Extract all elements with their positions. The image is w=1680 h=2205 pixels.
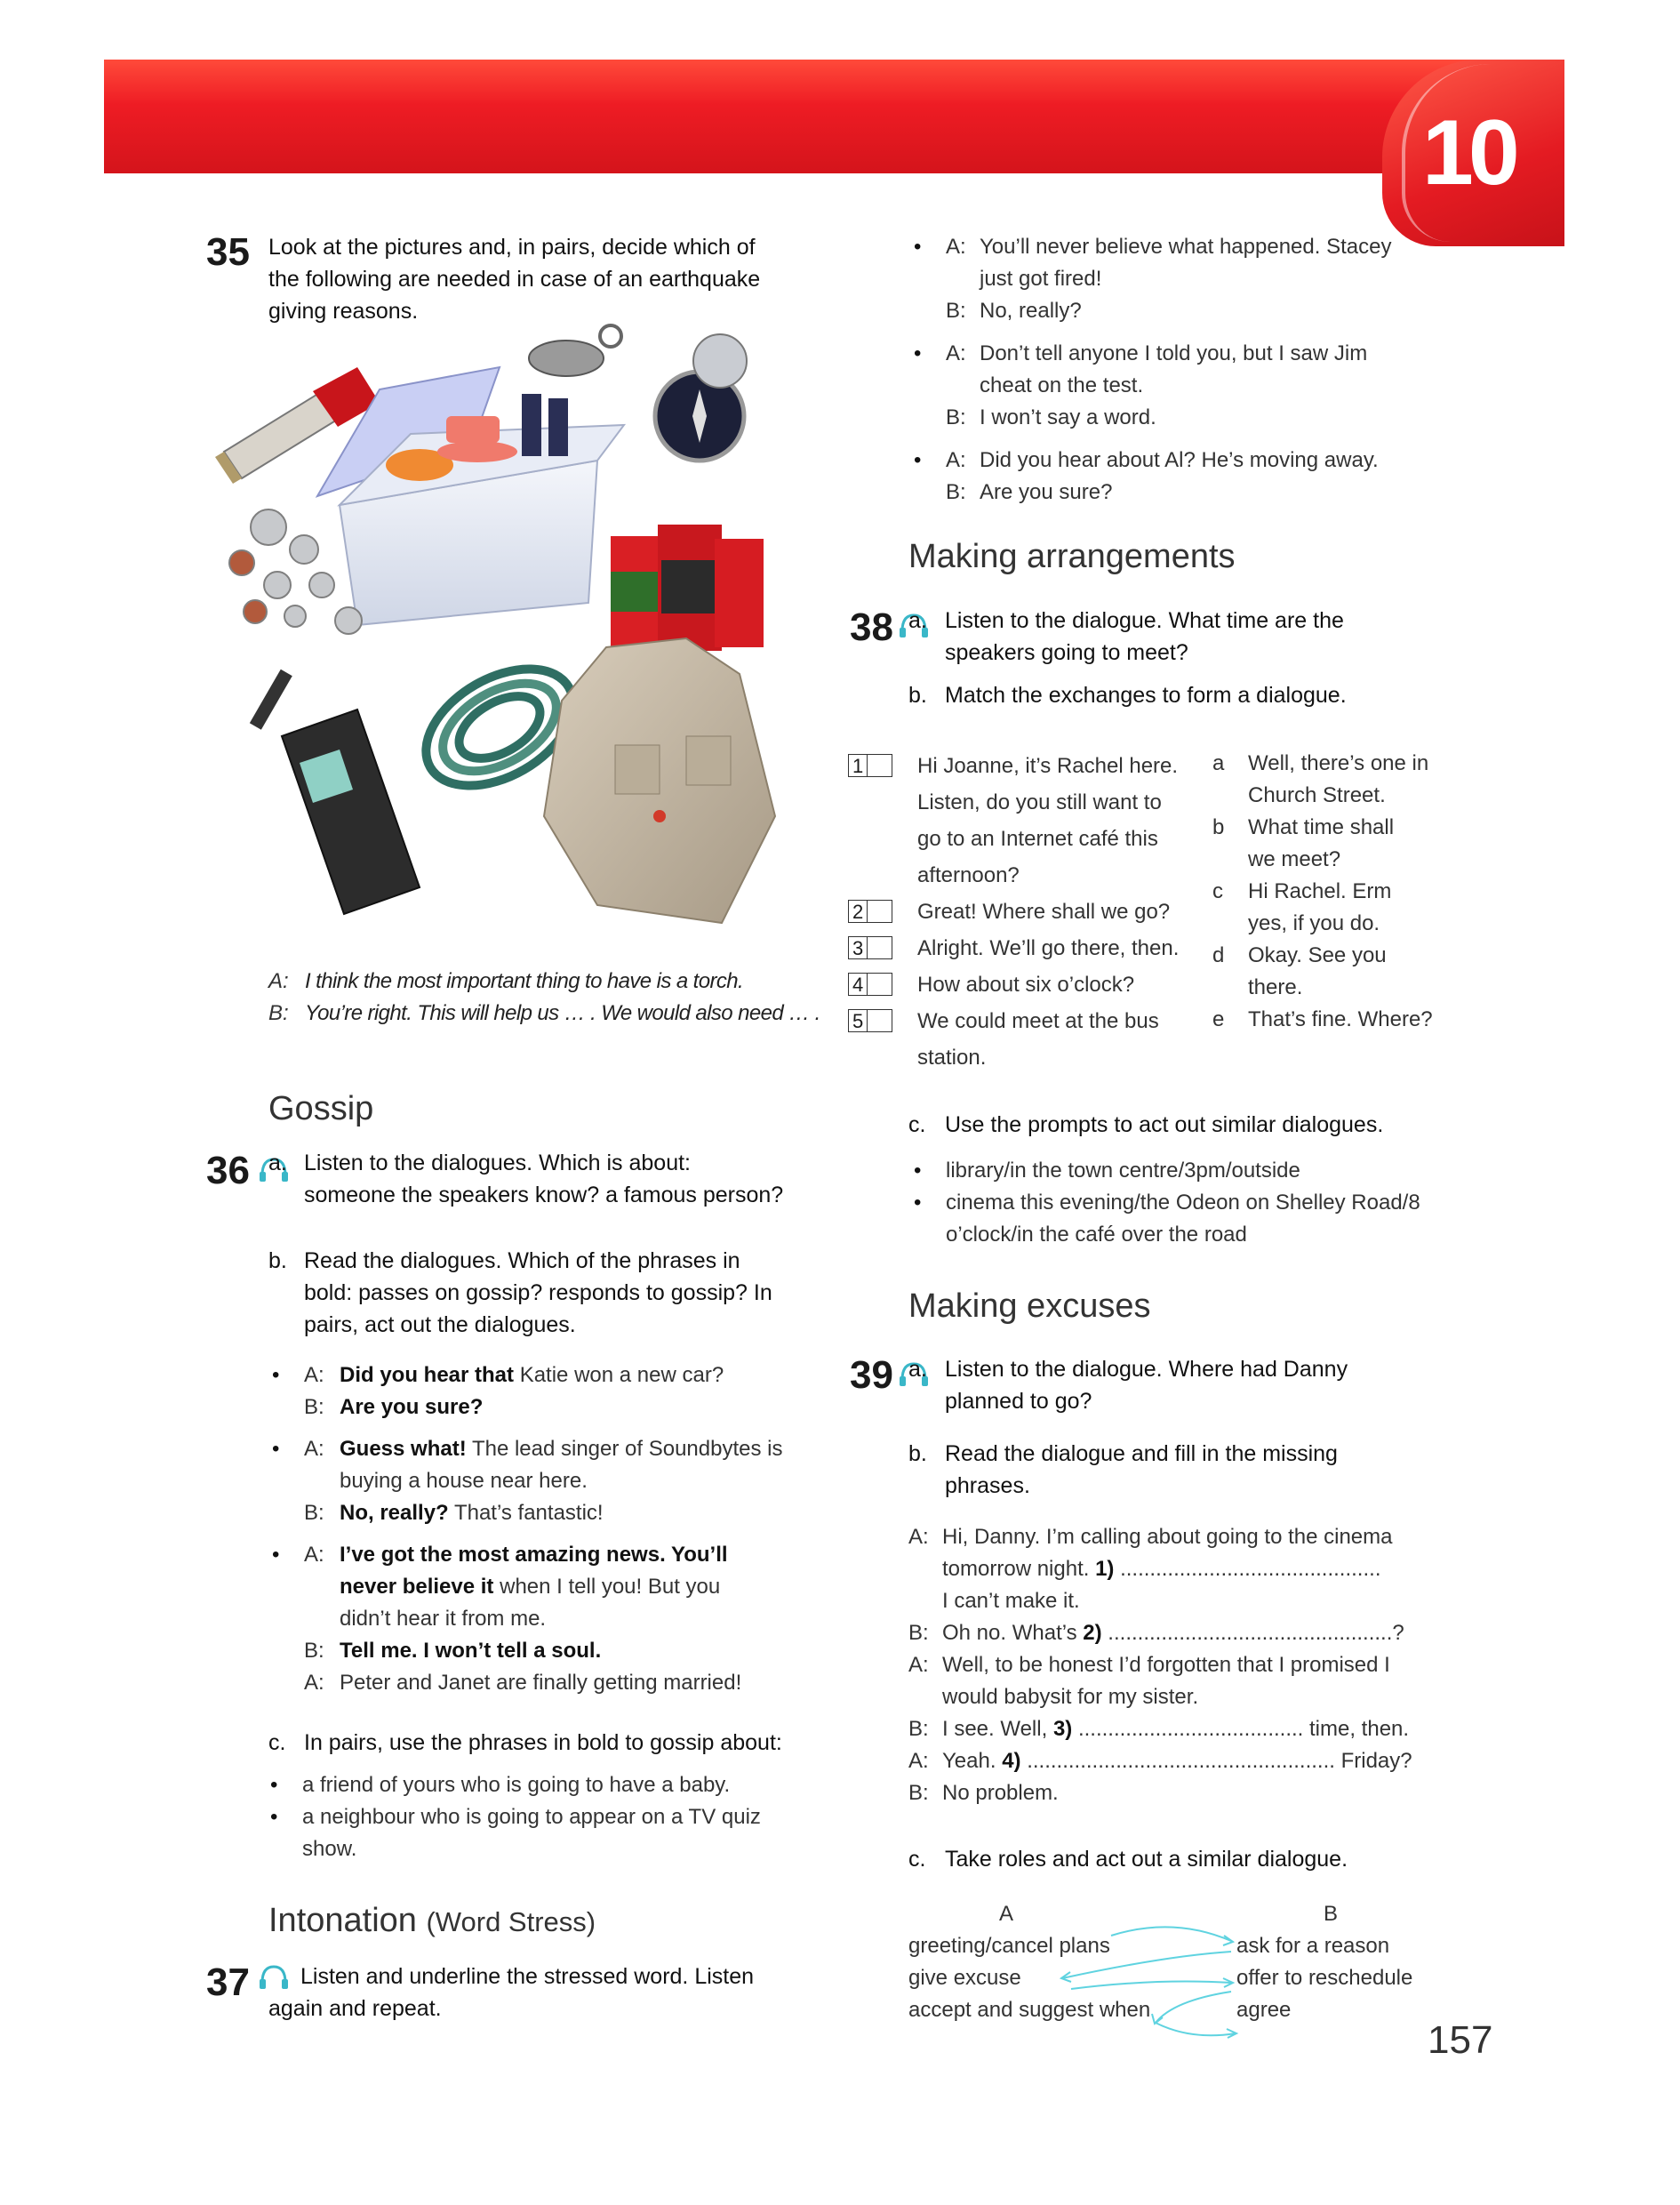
- dialogue-line: didn’t hear it from me.: [340, 1607, 547, 1631]
- item-label: b.: [908, 683, 927, 708]
- dialogue-line: Are you sure?: [340, 1395, 484, 1419]
- prompt-bullet: • a neighbour who is going to appear on a TV quiz: [302, 1801, 761, 1833]
- response-letter: d: [1212, 943, 1225, 967]
- exchange-3: Alright. We’ll go there, then.: [917, 936, 1180, 960]
- dialogue-line: tomorrow night. 1) ............................................: [942, 1557, 1381, 1581]
- dialogue-line: just got fired!: [980, 267, 1102, 291]
- item-label: c.: [268, 1730, 286, 1755]
- prompt-bullet: • library/in the town centre/3pm/outside: [946, 1155, 1300, 1187]
- exchange-4: How about six o’clock?: [917, 973, 1135, 997]
- dialogue-line: Guess what! The lead singer of Soundbytes is: [340, 1437, 783, 1461]
- answer-box[interactable]: 4: [848, 973, 892, 996]
- item-label: a.: [908, 608, 927, 633]
- answer-box[interactable]: 5: [848, 1009, 892, 1032]
- exercise-number: 36: [206, 1149, 250, 1192]
- dialogue-line: cheat on the test.: [980, 373, 1144, 397]
- dialogue-line: Don’t tell anyone I told you, but I saw Jim: [980, 341, 1368, 365]
- prompt-bullet-continued: show.: [302, 1837, 357, 1861]
- role-b-step: offer to reschedule: [1236, 1966, 1413, 1990]
- dialogue-speaker: • A:: [946, 445, 966, 477]
- speaker-label: B:: [946, 299, 966, 323]
- speaker-label: A:: [908, 1749, 929, 1773]
- dialogue-line: I’ve got the most amazing news. You’ll: [340, 1543, 728, 1567]
- dialogue-speaker: • A:: [946, 231, 966, 263]
- response-e: That’s fine. Where?: [1248, 1007, 1433, 1031]
- ex36b-instruction: Read the dialogues. Which of the phrases in bold: passes on gossip? responds to gossip? In pairs, act out the dialogues.: [304, 1248, 772, 1337]
- item-label: b.: [268, 1248, 287, 1273]
- dialogue-1: • A:: [304, 1359, 324, 1391]
- role-a-step: give excuse: [908, 1966, 1021, 1990]
- dialogue-line: Well, to be honest I’d forgotten that I promised I: [942, 1653, 1390, 1677]
- answer-box[interactable]: 3: [848, 936, 892, 959]
- speaker-label: B:: [908, 1621, 929, 1645]
- speaker-label: B:: [946, 480, 966, 504]
- prompt-bullet-continued: o’clock/in the café over the road: [946, 1223, 1247, 1247]
- dialogue-line: I can’t make it.: [942, 1589, 1080, 1613]
- speaker-label: B:: [946, 405, 966, 429]
- exchange-2: Great! Where shall we go?: [917, 900, 1171, 924]
- speaker-label: B:: [304, 1639, 324, 1663]
- ex38c-instruction: Use the prompts to act out similar dialogues.: [945, 1112, 1384, 1137]
- item-label: a.: [908, 1357, 927, 1382]
- dialogue-2: • A:: [304, 1433, 324, 1465]
- ex39a-instruction: Listen to the dialogue. Where had Danny planned to go?: [945, 1357, 1348, 1414]
- speaker-label: B:: [268, 1001, 289, 1025]
- speaker-label: B:: [908, 1781, 929, 1805]
- unit-banner: [104, 60, 1562, 173]
- dialogue-line: Tell me. I won’t tell a soul.: [340, 1639, 602, 1663]
- item-label: b.: [908, 1441, 927, 1466]
- ex39c-instruction: Take roles and act out a similar dialogue.: [945, 1847, 1348, 1872]
- ex37-instruction: Listen and underline the stressed word. Listen: [300, 1964, 755, 1989]
- dialogue-line: I won’t say a word.: [980, 405, 1156, 429]
- example-line-a: I think the most important thing to have is a torch.: [305, 969, 744, 993]
- dialogue-3: • A:: [304, 1539, 324, 1571]
- speaker-label: B:: [304, 1501, 324, 1525]
- compass-icon: [655, 334, 747, 461]
- item-label: a.: [268, 1151, 287, 1175]
- dialogue-line: Yeah. 4) .................................................... Friday?: [942, 1749, 1412, 1773]
- earthquake-kit-picture: [206, 318, 811, 932]
- exercise-number: 37: [206, 1960, 250, 2004]
- example-line-b: You’re right. This will help us … . We would also need … .: [305, 1001, 820, 1025]
- dialogue-line: Are you sure?: [980, 480, 1113, 504]
- exchange-1: Hi Joanne, it’s Rachel here. Listen, do you still want to go to an Internet café this afternoon?: [917, 754, 1179, 887]
- ex38b-instruction: Match the exchanges to form a dialogue.: [945, 683, 1347, 708]
- role-b-step: agree: [1236, 1998, 1292, 2022]
- role-b-step: ask for a reason: [1236, 1934, 1390, 1958]
- section-title-excuses: Making excuses: [908, 1287, 1151, 1325]
- ex37-instruction: again and repeat.: [268, 1996, 442, 2021]
- ex36c-instruction: In pairs, use the phrases in bold to gossip about:: [304, 1730, 782, 1755]
- flow-arrows: [1049, 1916, 1253, 2041]
- ex36a-instruction: Listen to the dialogues. Which is about: someone the speakers know? a famous person?: [304, 1151, 784, 1207]
- speaker-label: B:: [908, 1717, 929, 1741]
- whistle-icon: [529, 325, 621, 376]
- unit-number: 10: [1422, 101, 1515, 204]
- item-label: c.: [908, 1847, 926, 1872]
- speaker-label: A:: [268, 969, 289, 993]
- response-d: Okay. See you there.: [1248, 943, 1387, 999]
- prompt-bullet: • cinema this evening/the Odeon on Shelley Road/8: [946, 1187, 1420, 1219]
- response-b: What time shall we meet?: [1248, 815, 1395, 871]
- dialogue-line: No, really?: [980, 299, 1082, 323]
- exercise-number: 39: [850, 1353, 893, 1397]
- ex38a-instruction: Listen to the dialogue. What time are the speakers going to meet?: [945, 608, 1344, 665]
- response-letter: c: [1212, 879, 1223, 903]
- section-title-arrangements: Making arrangements: [908, 538, 1236, 575]
- response-letter: a: [1212, 751, 1225, 775]
- response-c: Hi Rachel. Erm yes, if you do.: [1248, 879, 1392, 935]
- response-letter: b: [1212, 815, 1225, 839]
- exercise-number: 38: [850, 605, 893, 649]
- dialogue-line: You’ll never believe what happened. Stacey: [980, 235, 1392, 259]
- page-number: 157: [1428, 2018, 1493, 2062]
- dialogue-line: No, really? That’s fantastic!: [340, 1501, 604, 1525]
- vest-icon: [544, 638, 775, 923]
- dialogue-line: never believe it when I tell you! But you: [340, 1575, 721, 1599]
- dialogue-line: Did you hear about Al? He’s moving away.: [980, 448, 1379, 472]
- role-b-heading: B: [1324, 1902, 1339, 1926]
- dialogue-line: No problem.: [942, 1781, 1059, 1805]
- exchange-5: We could meet at the bus station.: [917, 1009, 1159, 1070]
- response-letter: e: [1212, 1007, 1225, 1031]
- exercise-number: 35: [206, 230, 250, 274]
- section-title-gossip: Gossip: [268, 1090, 374, 1127]
- coins-icon: [229, 509, 362, 634]
- dialogue-line: Oh no. What’s 2) ................................................?: [942, 1621, 1404, 1645]
- dialogue-line: Hi, Danny. I’m calling about going to the cinema: [942, 1525, 1393, 1549]
- ex35-instruction: Look at the pictures and, in pairs, decide which of the following are needed in case of an earthquake giving reasons.: [268, 235, 761, 324]
- dialogue-line: buying a house near here.: [340, 1469, 588, 1493]
- item-label: c.: [908, 1112, 926, 1137]
- dialogue-line: I see. Well, 3) ...................................... time, then.: [942, 1717, 1410, 1741]
- mobile-phone-icon: [250, 670, 420, 914]
- answer-box[interactable]: 2: [848, 900, 892, 923]
- tinned-food-icon: [611, 525, 764, 651]
- speaker-label: A:: [304, 1671, 324, 1695]
- headphones-icon: [258, 1963, 290, 1992]
- speaker-label: A:: [908, 1525, 929, 1549]
- dialogue-line: Did you hear that Katie won a new car?: [340, 1363, 724, 1387]
- section-title-intonation: Intonation (Word Stress): [268, 1902, 596, 1939]
- answer-box[interactable]: 1: [848, 754, 892, 777]
- prompt-bullet: • a friend of yours who is going to have a baby.: [302, 1769, 730, 1801]
- speaker-label: A:: [908, 1653, 929, 1677]
- dialogue-speaker: • A:: [946, 338, 966, 370]
- role-a-step: greeting/cancel plans: [908, 1934, 1110, 1958]
- ex39b-instruction: Read the dialogue and fill in the missing phrases.: [945, 1441, 1338, 1498]
- dialogue-line: would babysit for my sister.: [942, 1685, 1199, 1709]
- dialogue-line: Peter and Janet are finally getting married!: [340, 1671, 742, 1695]
- speaker-label: B:: [304, 1395, 324, 1419]
- response-a: Well, there’s one in Church Street.: [1248, 751, 1429, 807]
- role-a-heading: A: [999, 1902, 1014, 1926]
- role-a-step: accept and suggest when: [908, 1998, 1151, 2022]
